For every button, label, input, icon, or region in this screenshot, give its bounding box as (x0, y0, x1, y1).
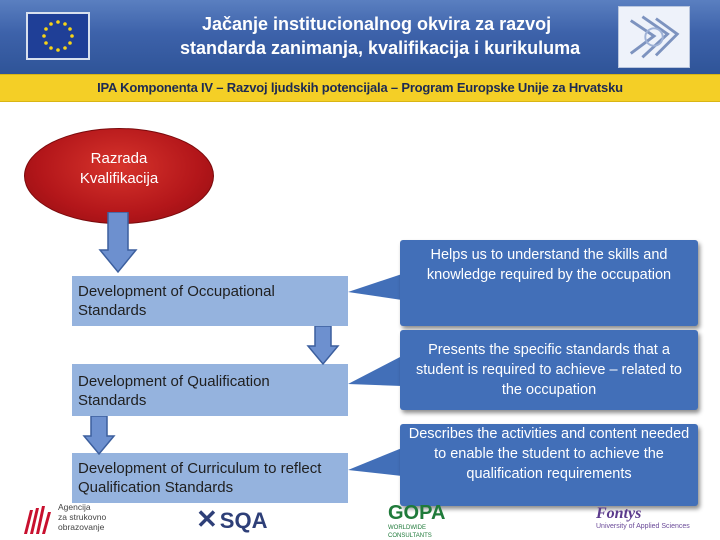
description-qualification (400, 330, 698, 410)
down-arrow-3 (82, 416, 116, 456)
fontys-logo (596, 506, 706, 536)
description-text: Presents the specific standards that a student is required to achieve – related to the occupation (416, 342, 682, 398)
agency-mark-icon (22, 504, 52, 536)
sqa-label: SQA (219, 508, 268, 533)
agency-line-1: Agencija (58, 502, 91, 512)
description-text: Describes the activities and content needed to enable the student to achieve the qualification requirements (408, 426, 690, 482)
description-text: Helps us to understand the skills and knowledge required by the occupation (426, 247, 672, 283)
gopa-label: GOPA (388, 502, 446, 524)
gopa-logo (388, 502, 460, 539)
sqa-logo (196, 504, 276, 536)
sqa-x-icon: ✕ (196, 504, 218, 534)
stage-curriculum (72, 453, 348, 503)
eu-flag-icon (26, 12, 90, 60)
stage-label: Development of Curriculum to reflect Qualification Standards (78, 460, 322, 496)
down-arrow-1 (98, 212, 138, 274)
project-logo-icon (618, 6, 690, 68)
program-banner (0, 74, 720, 102)
gopa-sublabel: WORLDWIDE CONSULTANTS (388, 525, 432, 539)
agency-line-3: obrazovanje (58, 522, 105, 532)
callout-tail-3 (344, 446, 404, 486)
page-title (112, 12, 602, 60)
stage-occupational-standards (72, 276, 348, 326)
fontys-label: Fontys (596, 505, 642, 522)
title-line-2: standarda zanimanja, kvalifikacija i kurikuluma (180, 38, 581, 58)
description-occupational (400, 240, 698, 326)
agency-logo (22, 500, 132, 538)
down-arrow-2 (306, 326, 340, 366)
fontys-sublabel: University of Applied Sciences (596, 523, 690, 530)
description-curriculum (400, 424, 698, 506)
root-node-label: Razrada Kvalifikacija (79, 150, 159, 187)
root-node-razrada-kvalifikacija (24, 128, 214, 224)
agency-line-2: za strukovno (58, 512, 107, 522)
stage-label: Development of Occupational Standards (78, 283, 275, 319)
callout-tail-1 (344, 270, 404, 310)
title-line-1: Jačanje institucionalnog okvira za razvoj (202, 14, 552, 34)
stage-qualification-standards (72, 364, 348, 416)
callout-tail-2 (344, 350, 404, 400)
stage-label: Development of Qualification Standards (78, 373, 270, 409)
program-subtitle: IPA Komponenta IV – Razvoj ljudskih potencijala – Program Europske Unije za Hrvatsku (97, 80, 623, 95)
